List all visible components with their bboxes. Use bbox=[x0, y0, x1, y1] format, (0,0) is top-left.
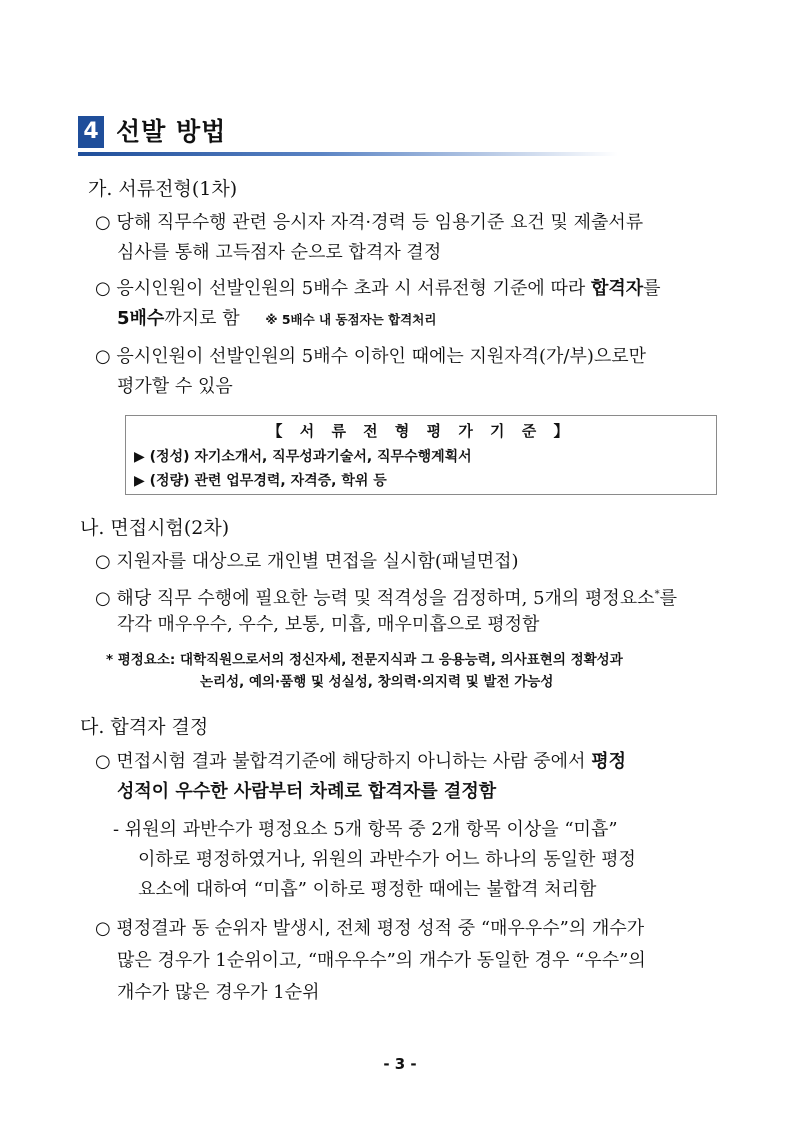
section-header bbox=[78, 112, 618, 156]
interview-footnote-line-2: 논리성, 예의·품행 및 성실성, 창의력·의지력 및 발전 가능성 bbox=[200, 674, 554, 690]
doc-bullet-2-text-until: 까지로 함 bbox=[164, 308, 240, 329]
section-number-badge: 4 bbox=[78, 116, 104, 148]
doc-bullet-2-line-2 bbox=[117, 306, 436, 333]
section-underline bbox=[78, 152, 618, 156]
doc-bullet-3-line-1: ○ 응시인원이 선발인원의 5배수 이하인 때에는 지원자격(가/부)으로만 bbox=[95, 346, 647, 367]
doc-bullet-2-emphasis: 합격자 bbox=[590, 278, 644, 299]
doc-criteria-quantitative: ▶ (정량) 관련 업무경력, 자격증, 학위 등 bbox=[134, 473, 387, 489]
decision-dash-line-2: 이하로 평정하였거나, 위원의 과반수가 어느 하나의 동일한 평정 bbox=[138, 849, 636, 870]
interview-bullet-2-line-1 bbox=[95, 582, 677, 612]
interview-bullet-2-text-a: ○ 해당 직무 수행에 필요한 능력 및 적격성을 검정하며, 5개의 평정요소 bbox=[95, 588, 655, 609]
interview-bullet-2-text-b: 를 bbox=[659, 588, 677, 609]
decision-bullet-1-emphasis-a: 평정 bbox=[591, 751, 626, 772]
section-title: 선발 방법 bbox=[116, 117, 227, 146]
doc-criteria-qualitative: ▶ (정성) 자기소개서, 직무성과기술서, 직무수행계획서 bbox=[134, 449, 472, 465]
decision-bullet-1-line-2: 성적이 우수한 사람부터 차례로 합격자를 결정함 bbox=[117, 781, 497, 802]
decision-bullet-2-line-1: ○ 평정결과 동 순위자 발생시, 전체 평정 성적 중 “매우우수”의 개수가 bbox=[95, 918, 645, 939]
doc-bullet-1-line-2: 심사를 통해 고득점자 순으로 합격자 결정 bbox=[117, 242, 442, 263]
decision-dash-line-1: - 위원의 과반수가 평정요소 5개 항목 중 2개 항목 이상을 “미흡” bbox=[113, 819, 618, 840]
interview-footnote-line-1: * 평정요소: 대학직원으로서의 정신자세, 전문지식과 그 응용능력, 의사표현의 정확성과 bbox=[106, 652, 623, 668]
page-number: - 3 - bbox=[383, 1055, 417, 1073]
doc-bullet-2-five-times: 5배수 bbox=[117, 308, 165, 329]
decision-dash-line-3: 요소에 대하여 “미흡” 이하로 평정한 때에는 불합격 처리함 bbox=[138, 879, 597, 900]
interview-bullet-2-line-2: 각각 매우우수, 우수, 보통, 미흡, 매우미흡으로 평정함 bbox=[117, 614, 540, 635]
doc-bullet-1-line-1 bbox=[95, 210, 725, 236]
interview-heading: 나. 면접시험(2차) bbox=[80, 517, 230, 539]
decision-bullet-1-line-1 bbox=[95, 749, 626, 775]
doc-bullet-2-note: ※ 5배수 내 동점자는 합격처리 bbox=[265, 312, 437, 327]
doc-bullet-2-text-a: ○ 응시인원이 선발인원의 5배수 초과 시 서류전형 기준에 따라 bbox=[95, 278, 591, 299]
doc-criteria-title: 【 서 류 전 형 평 가 기 준 】 bbox=[267, 422, 575, 440]
doc-bullet-3-line-2: 평가할 수 있음 bbox=[117, 376, 233, 397]
doc-criteria-box bbox=[125, 415, 717, 495]
decision-heading: 다. 합격자 결정 bbox=[80, 716, 209, 738]
doc-bullet-2-text-c: 를 bbox=[643, 278, 661, 299]
decision-bullet-1-text-a: ○ 면접시험 결과 불합격기준에 해당하지 아니하는 사람 중에서 bbox=[95, 751, 592, 772]
interview-bullet-2-footnote-mark: * bbox=[654, 589, 660, 600]
interview-bullet-1: ○ 지원자를 대상으로 개인별 면접을 실시함(패널면접) bbox=[95, 551, 519, 572]
doc-bullet-1-text-1: ○ 당해 직무수행 관련 응시자 자격·경력 등 임용기준 요건 및 제출서류 bbox=[95, 212, 644, 233]
decision-bullet-2-line-2: 많은 경우가 1순위이고, “매우우수”의 개수가 동일한 경우 “우수”의 bbox=[117, 950, 646, 971]
doc-screening-heading: 가. 서류전형(1차) bbox=[88, 178, 238, 200]
decision-bullet-2-line-3: 개수가 많은 경우가 1순위 bbox=[117, 982, 320, 1003]
doc-bullet-2-line-1 bbox=[95, 276, 661, 302]
